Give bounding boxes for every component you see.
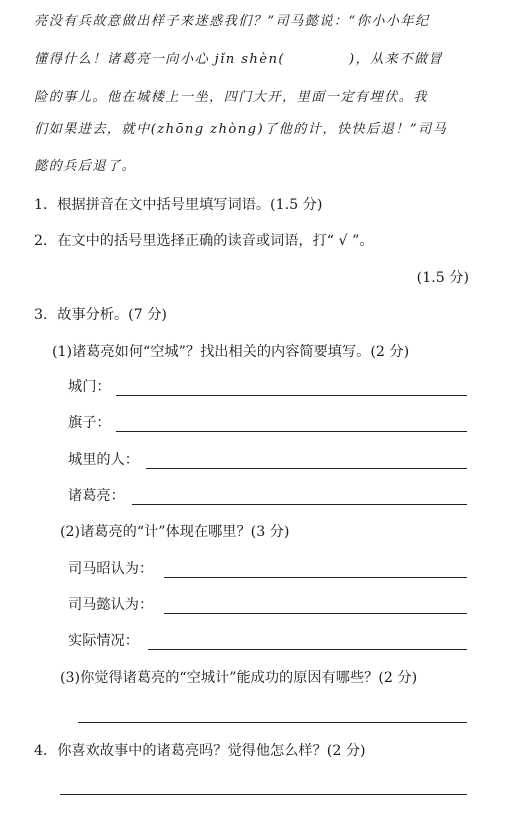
label-sima-zhao: 司马昭认为： xyxy=(68,561,154,577)
answer-line-actual-situation[interactable] xyxy=(148,649,467,650)
question-3: 3．故事分析。(7 分) xyxy=(34,307,167,323)
answer-line-city-people[interactable] xyxy=(146,468,467,469)
question-3-1: (1)诸葛亮如何“空城”？找出相关的内容简要填写。(2 分) xyxy=(52,344,410,360)
label-flags: 旗子： xyxy=(68,415,111,431)
label-zhuge-liang: 诸葛亮： xyxy=(68,488,125,504)
story-line-2 xyxy=(34,53,443,66)
story-line-5: 懿的兵后退了。 xyxy=(34,159,137,174)
question-1: 1．根据拼音在文中括号里填写词语。(1.5 分) xyxy=(34,197,323,213)
story-line-3: 险的事儿。他在城楼上一坐，四门大开，里面一定有埋伏。我 xyxy=(34,90,428,105)
question-3-2: (2)诸葛亮的“计”体现在哪里？(3 分) xyxy=(60,524,290,540)
story-line-2-start: 懂得什么！诸葛亮一向小心 jǐn shèn( xyxy=(34,52,285,67)
story-line-1: 亮没有兵故意做出样子来迷惑我们？”司马懿说：“你小小年纪 xyxy=(34,14,430,29)
answer-line-zhuge-liang[interactable] xyxy=(132,504,467,505)
question-2: 2．在文中的括号里选择正确的读音或词语，打“ √ ”。 xyxy=(34,233,374,249)
answer-line-city-gate[interactable] xyxy=(116,395,467,396)
answer-line-q3-3[interactable] xyxy=(78,722,467,723)
answer-line-sima-zhao[interactable] xyxy=(164,577,467,578)
question-3-3: (3)你觉得诸葛亮的“空城计”能成功的原因有哪些？(2 分) xyxy=(60,670,418,686)
question-4: 4．你喜欢故事中的诸葛亮吗？觉得他怎么样？(2 分) xyxy=(34,743,366,759)
label-city-gate: 城门： xyxy=(68,379,111,395)
question-2-score: (1.5 分) xyxy=(416,270,469,286)
label-city-people: 城里的人： xyxy=(68,452,139,468)
story-line-2-end: )，从来不做冒 xyxy=(348,52,444,67)
label-sima-yi: 司马懿认为： xyxy=(68,597,154,613)
answer-line-sima-yi[interactable] xyxy=(164,613,467,614)
answer-line-q4[interactable] xyxy=(60,794,467,795)
answer-line-flags[interactable] xyxy=(116,431,467,432)
story-line-4: 们如果进去，就中(zhōng zhòng)了他的计，快快后退！”司马 xyxy=(34,122,448,137)
label-actual-situation: 实际情况： xyxy=(68,633,139,649)
